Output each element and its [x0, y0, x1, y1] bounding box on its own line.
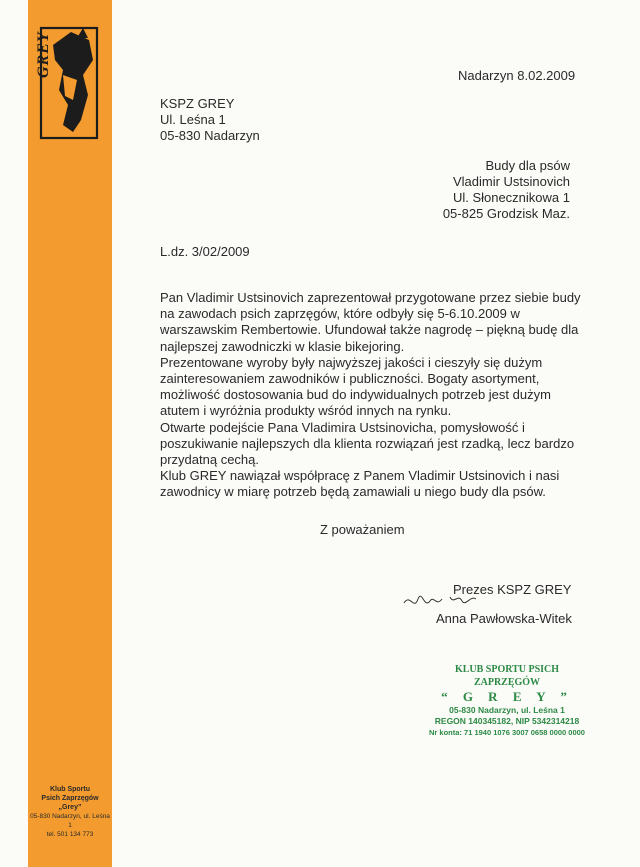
footer-line: Psich Zaprzęgów	[41, 795, 99, 802]
footer-line: tel. 501 134 773	[46, 831, 94, 838]
reference-number: L.dz. 3/02/2009	[160, 244, 250, 259]
footer-line: 05-830 Nadarzyn, ul. Leśna 1	[30, 813, 110, 829]
body-line: przydatną cechą.	[160, 451, 260, 467]
sender-address	[160, 96, 260, 144]
grey-dog-logo	[33, 20, 103, 150]
recipient-line: Budy dla psów	[485, 158, 570, 173]
logo-text: GREY	[35, 31, 52, 78]
stamp-line: KLUB SPORTU PSICH ZAPRZĘGÓW	[454, 664, 560, 688]
letter-body	[160, 290, 581, 500]
recipient-line: Ul. Słonecznikowa 1	[452, 190, 570, 205]
stamp-line: “ G R E Y ”	[441, 689, 573, 704]
sender-line: KSPZ GREY	[160, 96, 235, 111]
stamp-line: REGON 140345182, NIP 5342314218	[434, 716, 580, 726]
sidebar-footer	[28, 785, 112, 839]
signer-name: Anna Pawłowska-Witek	[436, 611, 572, 626]
body-line: zawodnicy w miarę potrzeb będą zamawiali u niego budy dla psów.	[160, 484, 546, 500]
recipient-line: Vladimir Ustsinovich	[452, 174, 570, 189]
body-line: Pan Vladimir Ustsinovich zaprezentował przygotowane przez siebie budy	[160, 290, 581, 305]
body-line: poszukiwanie najlepszych dla klienta rozwiązań jest rzadką, lecz bardzo	[160, 435, 575, 451]
body-line: warszawskim Rembertowie. Ufundował także nagrodę – piękną budę dla	[160, 322, 579, 338]
body-line: Klub GREY nawiązał współpracę z Panem Vladimir Ustsinovich i nasi	[160, 468, 560, 484]
recipient-line: 05-825 Grodzisk Maz.	[442, 206, 570, 221]
body-line: zainteresowaniem zawodników i publiczności. Bogaty asortyment,	[160, 370, 540, 386]
body-line: na zawodach psich zaprzęgów, które odbyły się 5-6.10.2009 w	[160, 306, 520, 322]
sender-line: 05-830 Nadarzyn	[160, 128, 260, 143]
body-line: najlepszej zawodniczki w klasie bikejoring.	[160, 338, 405, 354]
body-line: atutem i wyróżnia produkty wśród innych na rynku.	[160, 403, 452, 419]
stamp-line: Nr konta: 71 1940 1076 3007 0658 0000 0000	[429, 728, 585, 737]
body-line: Otwarte podejście Pana Vladimira Ustsinovicha, pomysłowość i	[160, 419, 525, 435]
letter-date: Nadarzyn 8.02.2009	[458, 68, 576, 83]
signer-role: Prezes KSPZ GREY	[453, 582, 572, 597]
recipient-address	[443, 158, 570, 222]
closing: Z poważaniem	[320, 522, 405, 537]
body-line: możliwość dostosowania bud do indywidualnych potrzeb jest dużym	[160, 387, 551, 403]
body-line: Prezentowane wyroby były najwyższej jakości i cieszyły się dużym	[160, 354, 543, 370]
footer-line: „Grey”	[58, 804, 82, 811]
stamp-line: 05-830 Nadarzyn, ul. Leśna 1	[449, 705, 565, 715]
club-stamp	[422, 663, 592, 738]
footer-line: Klub Sportu	[49, 786, 91, 793]
sender-line: Ul. Leśna 1	[160, 112, 226, 127]
